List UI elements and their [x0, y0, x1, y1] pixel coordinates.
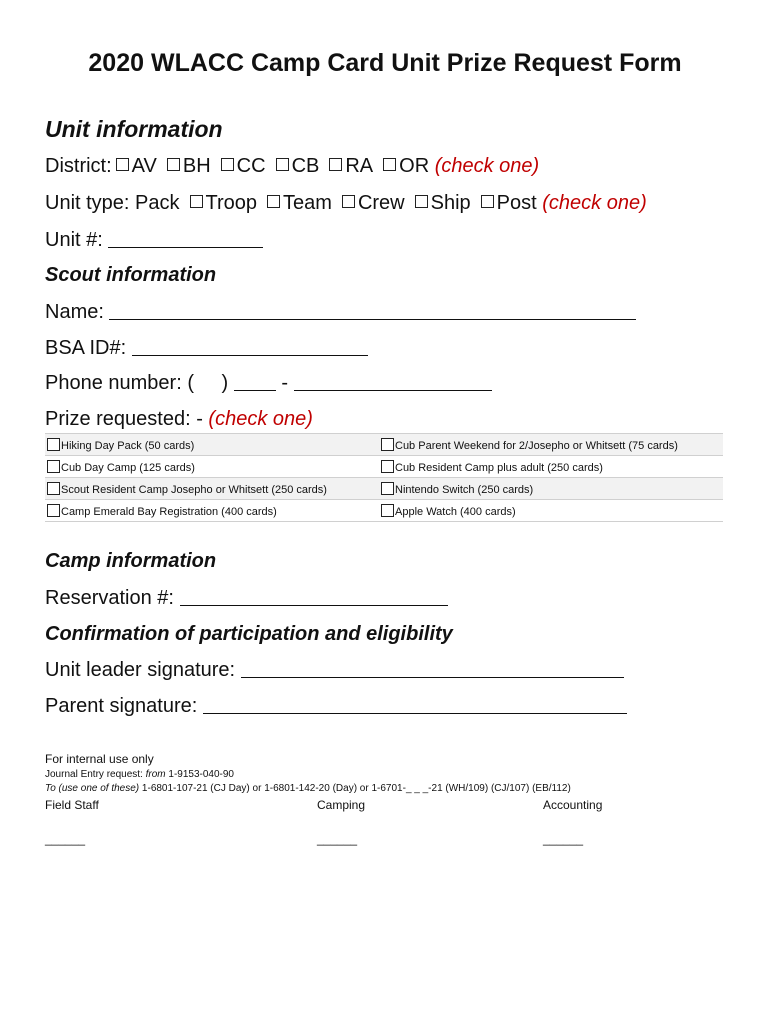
table-row	[45, 478, 723, 500]
unit-type-post[interactable]: Post	[481, 192, 537, 215]
unit-type-troop[interactable]: Troop	[190, 192, 258, 215]
leader-signature-field[interactable]	[241, 659, 624, 678]
table-row	[45, 456, 723, 478]
phone-row	[45, 372, 492, 395]
prize-table	[45, 433, 723, 522]
reservation-row	[45, 587, 448, 610]
district-option-cc[interactable]: CC	[221, 155, 266, 178]
scout-info-heading: Scout information	[45, 264, 217, 286]
leader-signature-label: Unit leader signature:	[45, 659, 236, 681]
unit-type-note: (check one)	[542, 192, 647, 214]
phone-close-paren: )	[221, 372, 229, 394]
leader-signature-row	[45, 659, 624, 682]
parent-signature-field[interactable]	[203, 695, 627, 714]
unit-type-label: Unit type: Pack	[45, 192, 180, 214]
table-row	[45, 500, 723, 522]
accounting-label: Accounting	[543, 798, 603, 812]
bsa-id-label: BSA ID#:	[45, 337, 127, 359]
district-options	[112, 155, 429, 177]
field-staff-signoff-field[interactable]: ______	[45, 832, 86, 846]
phone-dash: -	[281, 372, 289, 394]
phone-label: Phone number: (	[45, 372, 194, 394]
internal-heading: For internal use only	[45, 752, 154, 766]
unit-type-ship[interactable]: Ship	[415, 192, 471, 215]
name-field[interactable]	[109, 301, 636, 320]
prize-option[interactable]: Scout Resident Camp Josepho or Whitsett (250 cards)	[45, 478, 379, 500]
checkbox-icon[interactable]	[381, 504, 394, 517]
accounting-signoff-field[interactable]: ______	[543, 832, 584, 846]
prize-option[interactable]: Camp Emerald Bay Registration (400 cards)	[45, 500, 379, 522]
checkbox-icon[interactable]	[381, 438, 394, 451]
checkbox-icon[interactable]	[381, 482, 394, 495]
prize-note: (check one)	[208, 408, 313, 430]
unit-info-heading: Unit information	[45, 116, 223, 142]
reservation-field[interactable]	[180, 587, 448, 606]
prize-option[interactable]: Apple Watch (400 cards)	[379, 500, 723, 522]
checkbox-icon[interactable]	[116, 158, 129, 171]
prize-option[interactable]: Hiking Day Pack (50 cards)	[45, 434, 379, 456]
unit-type-crew[interactable]: Crew	[342, 192, 405, 215]
prize-option[interactable]: Cub Parent Weekend for 2/Josepho or Whitsett (75 cards)	[379, 434, 723, 456]
camp-info-heading: Camp information	[45, 550, 217, 572]
checkbox-icon[interactable]	[342, 195, 355, 208]
district-note: (check one)	[434, 155, 540, 177]
bsa-id-field[interactable]	[132, 338, 368, 356]
form-title: 2020 WLACC Camp Card Unit Prize Request Form	[88, 49, 682, 77]
checkbox-icon[interactable]	[221, 158, 234, 171]
checkbox-icon[interactable]	[267, 195, 280, 208]
district-label: District:	[45, 155, 112, 177]
prize-option[interactable]: Cub Day Camp (125 cards)	[45, 456, 379, 478]
unit-number-label: Unit #:	[45, 229, 103, 251]
field-staff-label: Field Staff	[45, 798, 99, 812]
checkbox-icon[interactable]	[167, 158, 180, 171]
phone-number-field[interactable]	[294, 373, 492, 391]
district-option-ra[interactable]: RA	[329, 155, 373, 178]
phone-prefix-field[interactable]	[234, 373, 276, 391]
unit-type-team[interactable]: Team	[267, 192, 332, 215]
checkbox-icon[interactable]	[47, 460, 60, 473]
checkbox-icon[interactable]	[190, 195, 203, 208]
district-option-cb[interactable]: CB	[276, 155, 320, 178]
accounts-line: To (use one of these) 1-6801-107-21 (CJ Day) or 1-6801-142-20 (Day) or 1-6701-_ _ _-21 (WH/109) (CJ/107) (EB/112)	[45, 783, 571, 794]
camping-label: Camping	[317, 798, 366, 812]
unit-number-row	[45, 229, 263, 252]
checkbox-icon[interactable]	[415, 195, 428, 208]
checkbox-icon[interactable]	[47, 482, 60, 495]
district-option-or[interactable]: OR	[383, 155, 429, 178]
district-option-av[interactable]: AV	[116, 155, 157, 178]
district-row	[45, 155, 539, 178]
journal-entry-line: Journal Entry request: from 1-9153-040-90	[45, 769, 234, 780]
reservation-label: Reservation #:	[45, 587, 174, 609]
prize-row	[45, 408, 313, 431]
prize-option[interactable]: Cub Resident Camp plus adult (250 cards)	[379, 456, 723, 478]
table-row	[45, 434, 723, 456]
district-option-bh[interactable]: BH	[167, 155, 211, 178]
name-label: Name:	[45, 301, 104, 323]
checkbox-icon[interactable]	[276, 158, 289, 171]
prize-option[interactable]: Nintendo Switch (250 cards)	[379, 478, 723, 500]
checkbox-icon[interactable]	[47, 438, 60, 451]
confirmation-heading: Confirmation of participation and eligibility	[45, 623, 453, 645]
checkbox-icon[interactable]	[381, 460, 394, 473]
unit-type-row	[45, 192, 647, 215]
prize-label: Prize requested: -	[45, 408, 203, 430]
name-row	[45, 301, 636, 324]
bsa-id-row	[45, 337, 368, 360]
unit-number-field[interactable]	[108, 230, 263, 248]
checkbox-icon[interactable]	[481, 195, 494, 208]
checkbox-icon[interactable]	[47, 504, 60, 517]
camping-signoff-field[interactable]: ______	[317, 832, 358, 846]
parent-signature-label: Parent signature:	[45, 695, 198, 717]
parent-signature-row	[45, 695, 627, 718]
checkbox-icon[interactable]	[383, 158, 396, 171]
checkbox-icon[interactable]	[329, 158, 342, 171]
